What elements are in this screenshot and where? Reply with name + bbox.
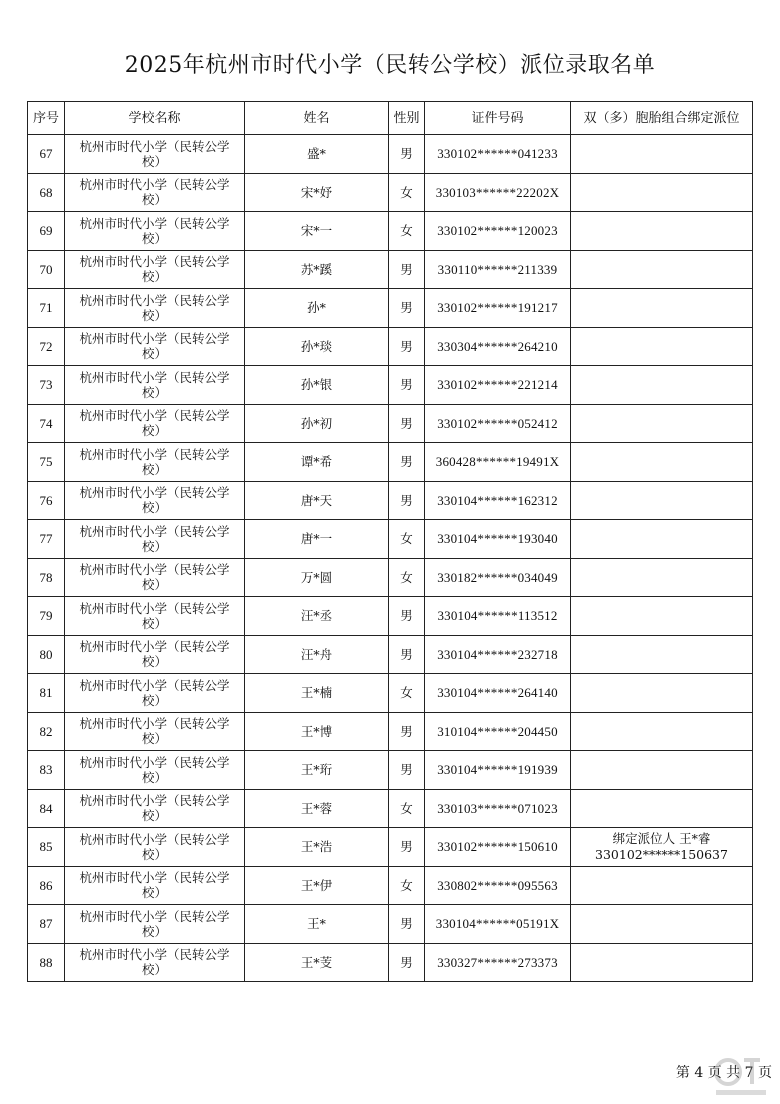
row-id-number: 330104******113512 (425, 597, 571, 636)
row-student-name: 王*珩 (245, 751, 389, 790)
school-name-line1: 杭州市时代小学（民转公学 (79, 215, 230, 231)
row-gender: 男 (389, 289, 425, 328)
row-student-name: 唐*天 (245, 481, 389, 520)
row-school (65, 443, 245, 482)
row-id-number: 330182******034049 (425, 558, 571, 597)
row-number: 69 (28, 212, 65, 251)
school-name-line2: 校） (141, 538, 167, 554)
row-twin-binding (571, 789, 753, 828)
row-student-name: 王*浩 (245, 828, 389, 867)
row-twin-binding (571, 828, 753, 867)
row-id-number: 330102******052412 (425, 404, 571, 443)
row-id-number: 330802******095563 (425, 866, 571, 905)
row-twin-binding (571, 674, 753, 713)
row-school (65, 635, 245, 674)
row-twin-binding (571, 443, 753, 482)
row-school (65, 866, 245, 905)
school-name-line2: 校） (141, 769, 167, 785)
row-student-name: 王*蓉 (245, 789, 389, 828)
table-header-row (28, 102, 753, 135)
row-id-number: 330102******191217 (425, 289, 571, 328)
school-name-line2: 校） (141, 230, 167, 246)
row-number: 68 (28, 173, 65, 212)
row-student-name: 王*博 (245, 712, 389, 751)
row-id-number: 330103******22202X (425, 173, 571, 212)
row-number: 73 (28, 366, 65, 405)
row-number: 88 (28, 943, 65, 982)
row-school (65, 212, 245, 251)
row-number: 67 (28, 135, 65, 174)
row-twin-binding (571, 712, 753, 751)
row-school (65, 327, 245, 366)
school-name-line1: 杭州市时代小学（民转公学 (79, 369, 230, 385)
row-id-number: 330104******193040 (425, 520, 571, 559)
school-name-line2: 校） (141, 615, 167, 631)
row-student-name: 万*圆 (245, 558, 389, 597)
row-student-name: 王*芰 (245, 943, 389, 982)
row-number: 86 (28, 866, 65, 905)
table-row (28, 366, 753, 405)
row-gender: 女 (389, 789, 425, 828)
watermark-logo-icon (710, 1054, 772, 1098)
row-id-number: 330104******05191X (425, 905, 571, 944)
row-student-name: 唐*一 (245, 520, 389, 559)
row-student-name: 王*楠 (245, 674, 389, 713)
row-id-number: 330102******150610 (425, 828, 571, 867)
school-name-line1: 杭州市时代小学（民转公学 (79, 870, 230, 886)
row-id-number: 330104******232718 (425, 635, 571, 674)
school-name-line1: 杭州市时代小学（民转公学 (79, 639, 230, 655)
row-gender: 女 (389, 212, 425, 251)
row-school (65, 712, 245, 751)
row-gender: 男 (389, 635, 425, 674)
school-name-line2: 校） (141, 269, 167, 285)
row-student-name: 孙*银 (245, 366, 389, 405)
row-twin-binding (571, 558, 753, 597)
row-school (65, 404, 245, 443)
row-id-number: 330102******120023 (425, 212, 571, 251)
header-id: 证件号码 (425, 102, 571, 135)
row-student-name: 宋*妤 (245, 173, 389, 212)
binding-line2: 330102******150637 (595, 846, 728, 862)
row-twin-binding (571, 635, 753, 674)
row-twin-binding (571, 212, 753, 251)
school-name-line2: 校） (141, 500, 167, 516)
row-id-number: 330103******071023 (425, 789, 571, 828)
row-twin-binding (571, 943, 753, 982)
school-name-line1: 杭州市时代小学（民转公学 (79, 254, 230, 270)
school-name-line1: 杭州市时代小学（民转公学 (79, 600, 230, 616)
school-name-line1: 杭州市时代小学（民转公学 (79, 446, 230, 462)
row-gender: 男 (389, 250, 425, 289)
row-student-name: 宋*一 (245, 212, 389, 251)
header-gender: 性别 (389, 102, 425, 135)
row-student-name: 孙*琰 (245, 327, 389, 366)
row-twin-binding (571, 520, 753, 559)
row-twin-binding (571, 866, 753, 905)
row-gender: 男 (389, 404, 425, 443)
row-number: 76 (28, 481, 65, 520)
row-school (65, 789, 245, 828)
row-gender: 男 (389, 597, 425, 636)
table-row (28, 135, 753, 174)
row-school (65, 250, 245, 289)
table-row (28, 635, 753, 674)
table-row (28, 443, 753, 482)
row-twin-binding (571, 289, 753, 328)
row-twin-binding (571, 366, 753, 405)
row-twin-binding (571, 135, 753, 174)
table-row (28, 712, 753, 751)
school-name-line2: 校） (141, 577, 167, 593)
header-number: 序号 (28, 102, 65, 135)
school-name-line1: 杭州市时代小学（民转公学 (79, 831, 230, 847)
row-school (65, 366, 245, 405)
school-name-line1: 杭州市时代小学（民转公学 (79, 523, 230, 539)
table-row (28, 250, 753, 289)
row-student-name: 王* (245, 905, 389, 944)
table-row (28, 289, 753, 328)
row-school (65, 828, 245, 867)
table-row (28, 520, 753, 559)
school-name-line2: 校） (141, 692, 167, 708)
row-id-number: 330104******162312 (425, 481, 571, 520)
row-twin-binding (571, 751, 753, 790)
school-name-line2: 校） (141, 192, 167, 208)
row-gender: 男 (389, 751, 425, 790)
header-school: 学校名称 (65, 102, 245, 135)
school-name-line2: 校） (141, 923, 167, 939)
row-student-name: 汪*舟 (245, 635, 389, 674)
row-student-name: 孙*初 (245, 404, 389, 443)
row-school (65, 905, 245, 944)
table-row (28, 597, 753, 636)
row-school (65, 481, 245, 520)
table-row (28, 866, 753, 905)
row-id-number: 310104******204450 (425, 712, 571, 751)
table-row (28, 674, 753, 713)
school-name-line2: 校） (141, 654, 167, 670)
row-gender: 女 (389, 866, 425, 905)
row-number: 72 (28, 327, 65, 366)
school-name-line1: 杭州市时代小学（民转公学 (79, 716, 230, 732)
row-gender: 男 (389, 135, 425, 174)
school-name-line2: 校） (141, 808, 167, 824)
table-row (28, 404, 753, 443)
row-school (65, 289, 245, 328)
table-row (28, 558, 753, 597)
row-number: 75 (28, 443, 65, 482)
row-gender: 男 (389, 443, 425, 482)
school-name-line2: 校） (141, 423, 167, 439)
school-name-line2: 校） (141, 461, 167, 477)
row-twin-binding (571, 250, 753, 289)
row-school (65, 751, 245, 790)
school-name-line2: 校） (141, 384, 167, 400)
school-name-line2: 校） (141, 307, 167, 323)
row-number: 78 (28, 558, 65, 597)
school-name-line2: 校） (141, 962, 167, 978)
row-number: 87 (28, 905, 65, 944)
row-gender: 男 (389, 943, 425, 982)
row-school (65, 558, 245, 597)
table-row (28, 327, 753, 366)
school-name-line1: 杭州市时代小学（民转公学 (79, 408, 230, 424)
school-name-line2: 校） (141, 153, 167, 169)
row-gender: 女 (389, 558, 425, 597)
row-id-number: 330327******273373 (425, 943, 571, 982)
row-id-number: 330110******211339 (425, 250, 571, 289)
school-name-line1: 杭州市时代小学（民转公学 (79, 908, 230, 924)
row-student-name: 盛* (245, 135, 389, 174)
row-twin-binding (571, 327, 753, 366)
row-gender: 男 (389, 327, 425, 366)
row-school (65, 173, 245, 212)
row-student-name: 汪*丞 (245, 597, 389, 636)
school-name-line2: 校） (141, 346, 167, 362)
row-school (65, 520, 245, 559)
row-gender: 男 (389, 481, 425, 520)
row-twin-binding (571, 173, 753, 212)
row-id-number: 330304******264210 (425, 327, 571, 366)
row-number: 71 (28, 289, 65, 328)
page-indicator: 第 4 页 共 7 页 (675, 1065, 772, 1081)
row-twin-binding (571, 404, 753, 443)
row-school (65, 674, 245, 713)
row-student-name: 王*伊 (245, 866, 389, 905)
table-row (28, 751, 753, 790)
row-gender: 男 (389, 712, 425, 751)
row-gender: 男 (389, 905, 425, 944)
table-row (28, 789, 753, 828)
row-id-number: 330102******221214 (425, 366, 571, 405)
row-number: 84 (28, 789, 65, 828)
school-name-line1: 杭州市时代小学（民转公学 (79, 754, 230, 770)
school-name-line1: 杭州市时代小学（民转公学 (79, 947, 230, 963)
row-student-name: 谭*希 (245, 443, 389, 482)
row-id-number: 330104******264140 (425, 674, 571, 713)
school-name-line2: 校） (141, 885, 167, 901)
header-twin-binding: 双（多）胞胎组合绑定派位 (571, 102, 753, 135)
document-title: 2025年杭州市时代小学（民转公学校）派位录取名单 (124, 53, 656, 78)
header-name: 姓名 (245, 102, 389, 135)
row-number: 77 (28, 520, 65, 559)
row-school (65, 135, 245, 174)
table-row (28, 173, 753, 212)
admission-table (27, 101, 753, 982)
row-number: 83 (28, 751, 65, 790)
table-row (28, 212, 753, 251)
school-name-line2: 校） (141, 846, 167, 862)
binding-line1: 绑定派位人 王*睿 (612, 830, 711, 846)
row-number: 79 (28, 597, 65, 636)
table-row (28, 481, 753, 520)
school-name-line1: 杭州市时代小学（民转公学 (79, 138, 230, 154)
school-name-line1: 杭州市时代小学（民转公学 (79, 677, 230, 693)
school-name-line2: 校） (141, 731, 167, 747)
row-gender: 女 (389, 674, 425, 713)
school-name-line1: 杭州市时代小学（民转公学 (79, 793, 230, 809)
school-name-line1: 杭州市时代小学（民转公学 (79, 177, 230, 193)
row-gender: 女 (389, 173, 425, 212)
school-name-line1: 杭州市时代小学（民转公学 (79, 331, 230, 347)
row-number: 85 (28, 828, 65, 867)
row-id-number: 360428******19491X (425, 443, 571, 482)
row-student-name: 孙* (245, 289, 389, 328)
table-row (28, 905, 753, 944)
row-gender: 女 (389, 520, 425, 559)
row-id-number: 330104******191939 (425, 751, 571, 790)
school-name-line1: 杭州市时代小学（民转公学 (79, 485, 230, 501)
table-row (28, 828, 753, 867)
row-number: 80 (28, 635, 65, 674)
row-number: 82 (28, 712, 65, 751)
school-name-line1: 杭州市时代小学（民转公学 (79, 562, 230, 578)
row-number: 70 (28, 250, 65, 289)
row-school (65, 943, 245, 982)
row-number: 81 (28, 674, 65, 713)
row-gender: 男 (389, 366, 425, 405)
row-id-number: 330102******041233 (425, 135, 571, 174)
row-school (65, 597, 245, 636)
table-row (28, 943, 753, 982)
row-twin-binding (571, 481, 753, 520)
row-twin-binding (571, 905, 753, 944)
row-twin-binding (571, 597, 753, 636)
row-student-name: 苏*蹊 (245, 250, 389, 289)
row-gender: 男 (389, 828, 425, 867)
row-number: 74 (28, 404, 65, 443)
school-name-line1: 杭州市时代小学（民转公学 (79, 292, 230, 308)
